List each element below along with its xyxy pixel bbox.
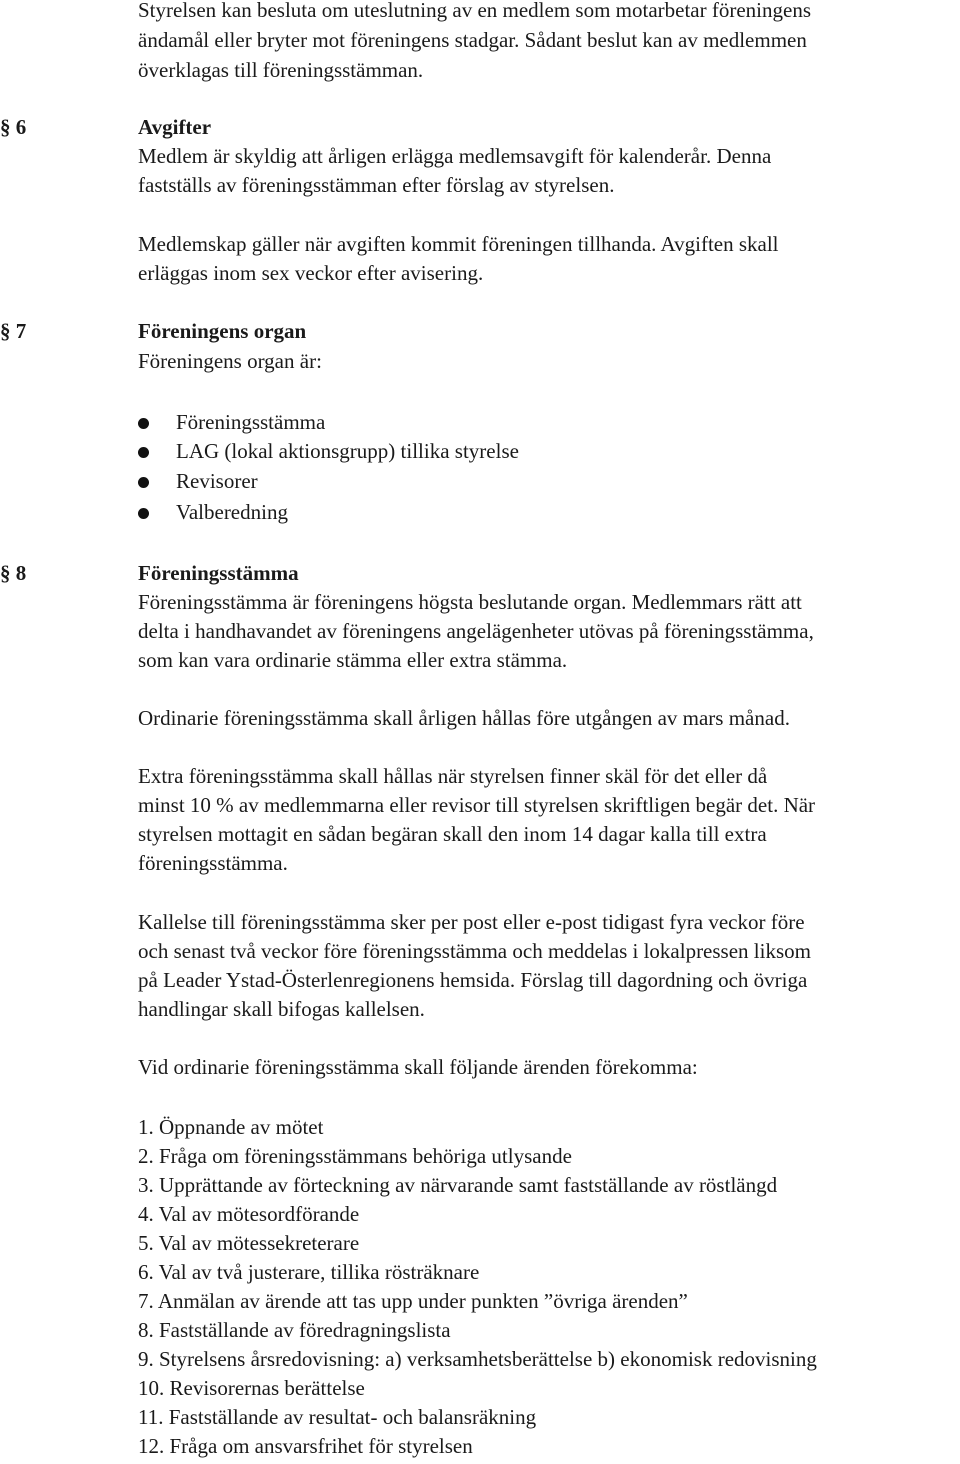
paragraph-line: på Leader Ystad-Österlenregionens hemsida. Förslag till dagordning och övriga <box>138 968 808 992</box>
paragraph-line: erläggas inom sex veckor efter avisering. <box>138 261 484 285</box>
agenda-item: 10. Revisorernas berättelse <box>138 1376 365 1400</box>
agenda-item: 3. Upprättande av förteckning av närvarande samt fastställande av röstlängd <box>138 1173 778 1197</box>
paragraph-line: Medlemskap gäller när avgiften kommit föreningen tillhanda. Avgiften skall <box>138 232 779 256</box>
paragraph-line: styrelsen mottagit en sådan begäran skall den inom 14 dagar kalla till extra <box>138 822 767 846</box>
agenda-item: 1. Öppnande av mötet <box>138 1115 324 1139</box>
section-title: Avgifter <box>138 115 212 139</box>
agenda-item: 4. Val av mötesordförande <box>138 1202 360 1226</box>
section-number: § 6 <box>0 115 27 139</box>
paragraph-line: Kallelse till föreningsstämma sker per post eller e-post tidigast fyra veckor före <box>138 910 805 934</box>
bullet-item: LAG (lokal aktionsgrupp) tillika styrelse <box>176 439 519 463</box>
agenda-item: 2. Fråga om föreningsstämmans behöriga utlysande <box>138 1144 572 1168</box>
agenda-item: 7. Anmälan av ärende att tas upp under punkten ”övriga ärenden” <box>138 1289 688 1313</box>
section-number: § 8 <box>0 561 27 585</box>
intro-line: Styrelsen kan besluta om uteslutning av en medlem som motarbetar föreningens <box>138 0 812 22</box>
paragraph-line: Vid ordinarie föreningsstämma skall följande ärenden förekomma: <box>138 1055 698 1079</box>
bullet-item: Föreningsstämma <box>176 410 326 434</box>
paragraph-line: minst 10 % av medlemmarna eller revisor till styrelsen skriftligen begär det. När <box>138 793 816 817</box>
paragraph-line: och senast två veckor före föreningsstämma och meddelas i lokalpressen liksom <box>138 939 811 963</box>
bullet-icon <box>138 447 149 458</box>
agenda-item: 5. Val av mötessekreterare <box>138 1231 360 1255</box>
paragraph-line: handlingar skall bifogas kallelsen. <box>138 997 425 1021</box>
section-title: Föreningsstämma <box>138 561 299 585</box>
paragraph-line: Ordinarie föreningsstämma skall årligen hållas före utgången av mars månad. <box>138 706 790 730</box>
paragraph-line: som kan vara ordinarie stämma eller extra stämma. <box>138 648 568 672</box>
intro-line: ändamål eller bryter mot föreningens stadgar. Sådant beslut kan av medlemmen <box>138 28 807 52</box>
paragraph-line: fastställs av föreningsstämman efter förslag av styrelsen. <box>138 173 615 197</box>
bullet-icon <box>138 418 149 429</box>
bullet-icon <box>138 508 149 519</box>
bullet-icon <box>138 477 149 488</box>
bullet-item: Revisorer <box>176 469 258 493</box>
bullet-item: Valberedning <box>176 500 288 524</box>
section-title: Föreningens organ <box>138 319 307 343</box>
paragraph-line: Föreningens organ är: <box>138 349 322 373</box>
agenda-item: 6. Val av två justerare, tillika rösträknare <box>138 1260 480 1284</box>
agenda-item: 9. Styrelsens årsredovisning: a) verksamhetsberättelse b) ekonomisk redovisning <box>138 1347 817 1371</box>
section-number: § 7 <box>0 319 27 343</box>
agenda-item: 11. Fastställande av resultat- och balansräkning <box>138 1405 537 1429</box>
paragraph-line: delta i handhavandet av föreningens angelägenheter utövas på föreningsstämma, <box>138 619 814 643</box>
paragraph-line: föreningsstämma. <box>138 851 288 875</box>
intro-line: överklagas till föreningsstämman. <box>138 58 424 82</box>
agenda-item: 8. Fastställande av föredragningslista <box>138 1318 451 1342</box>
paragraph-line: Föreningsstämma är föreningens högsta beslutande organ. Medlemmars rätt att <box>138 590 802 614</box>
paragraph-line: Medlem är skyldig att årligen erlägga medlemsavgift för kalenderår. Denna <box>138 144 772 168</box>
paragraph-line: Extra föreningsstämma skall hållas när styrelsen finner skäl för det eller då <box>138 764 768 788</box>
agenda-item: 12. Fråga om ansvarsfrihet för styrelsen <box>138 1434 473 1458</box>
